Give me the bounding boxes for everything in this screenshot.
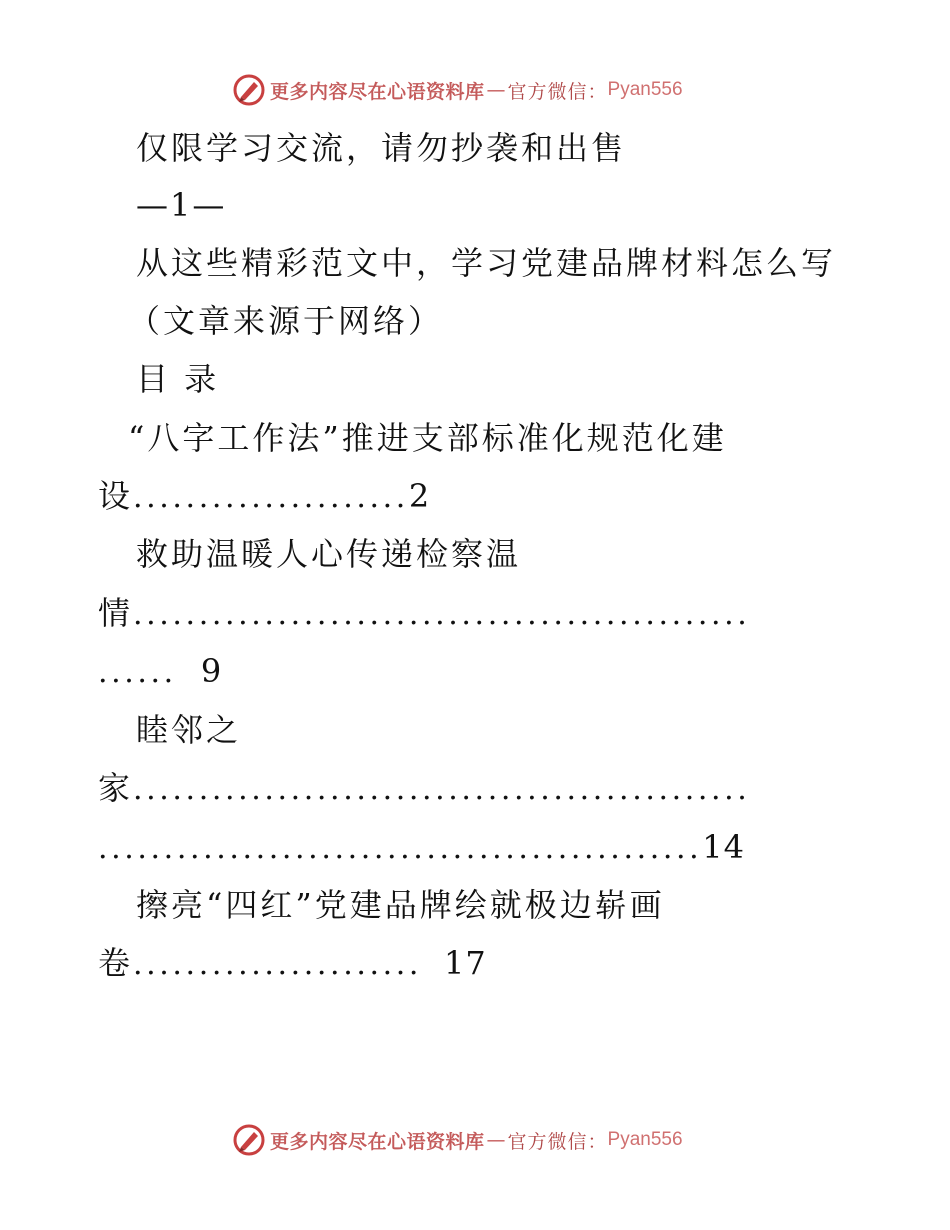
toc-entry-4-leader: [98, 941, 850, 985]
wechat-label: 官方微信：: [507, 1130, 608, 1153]
header-banner: [232, 70, 752, 110]
wechat-label: 官方微信：: [507, 80, 608, 103]
toc-entry-1-page: 2: [408, 477, 431, 515]
toc-entry-4-page: 17: [444, 944, 487, 982]
footer-banner: [232, 1120, 752, 1160]
banner-dash: —: [486, 1129, 506, 1151]
toc-entry-1-tail: 设: [98, 477, 134, 515]
pen-logo-icon: [232, 1123, 266, 1157]
toc-entry-4-tail: 卷: [98, 944, 134, 982]
toc-entry-1-title: “八字工作法”推进支部标准化规范化建: [128, 419, 727, 457]
toc-entry-2-dots: ...............................................: [133, 597, 751, 632]
pen-logo-icon: [232, 73, 266, 107]
toc-entry-3-leader: [98, 766, 850, 810]
site-name: 更多内容尽在心语资料库: [270, 1130, 485, 1153]
banner-dash: —: [486, 79, 506, 101]
doc-source: （文章来源于网络）: [128, 302, 444, 340]
toc-entry-3-title: 睦邻之: [136, 711, 242, 749]
toc-entry-2-leader-cont: [98, 649, 850, 693]
toc-entry-1-dots: .....................: [133, 480, 409, 515]
toc-entry-3-dots: ...............................................: [133, 772, 751, 807]
page-marker: —1—: [136, 186, 227, 224]
doc-title: 从这些精彩范文中，学习党建品牌材料怎么写: [136, 244, 837, 282]
toc-entry-3-tail: 家: [98, 769, 134, 807]
toc-entry-2-page: 9: [200, 652, 223, 690]
toc-entry-4-title: 擦亮“四红”党建品牌绘就极边崭画: [136, 886, 665, 924]
notice-line: 仅限学习交流，请勿抄袭和出售: [136, 129, 627, 167]
toc-entry-2-leader: [98, 591, 850, 635]
toc-entry-2-tail: 情: [98, 594, 134, 632]
toc-entry-2-title: 救助温暖人心传递检察温: [136, 535, 522, 573]
wechat-id: Pyan556: [607, 79, 683, 100]
toc-entry-3-page: 14: [702, 828, 745, 866]
toc-entry-3-dots-cont: ..............................................: [98, 831, 703, 866]
wechat-id: Pyan556: [607, 1129, 683, 1150]
toc-entry-4-dots: ......................: [133, 947, 423, 982]
toc-entry-2-dots-cont: ......: [98, 655, 177, 690]
toc-entry-1-leader: [98, 474, 850, 518]
toc-heading: 目 录: [136, 360, 220, 398]
site-name: 更多内容尽在心语资料库: [270, 80, 485, 103]
toc-entry-3-leader-cont: [98, 825, 850, 869]
